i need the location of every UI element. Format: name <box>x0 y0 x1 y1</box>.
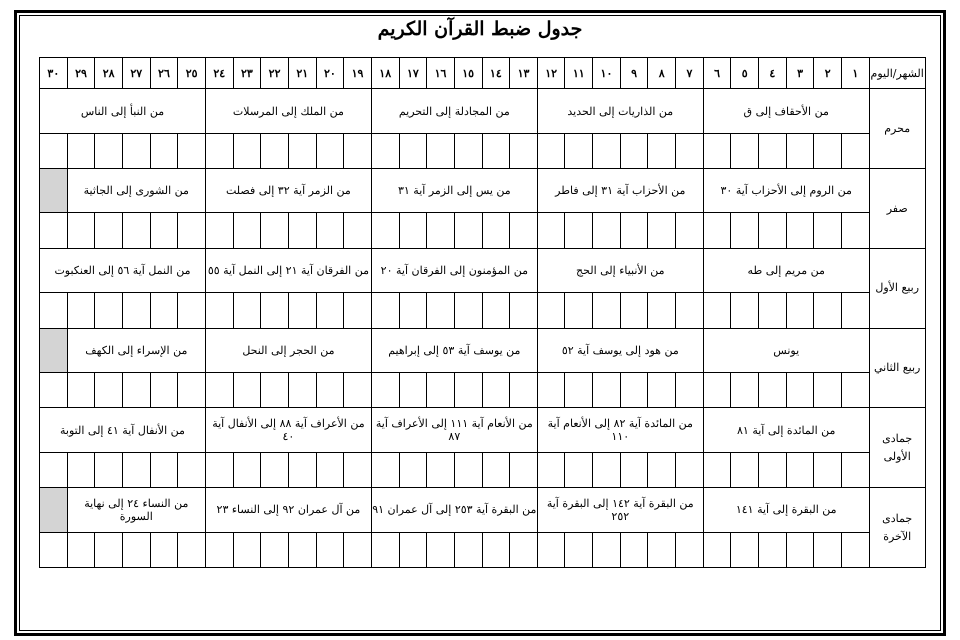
day-check-box[interactable] <box>786 532 814 567</box>
day-check-box[interactable] <box>759 373 787 408</box>
day-check-box[interactable] <box>122 133 150 168</box>
day-check-box[interactable] <box>565 373 593 408</box>
day-check-box[interactable] <box>565 293 593 328</box>
day-check-box[interactable] <box>344 532 372 567</box>
day-check-box[interactable] <box>399 373 427 408</box>
day-check-box[interactable] <box>205 133 233 168</box>
reading-segment: من البقرة آية ٢٥٣ إلى آل عمران ٩١ <box>371 488 537 532</box>
reading-segment: من الحجر إلى النحل <box>205 328 371 372</box>
check-boxes-row <box>40 133 926 168</box>
day-number: ٥ <box>731 58 759 89</box>
day-check-box[interactable] <box>648 133 676 168</box>
day-number: ١٦ <box>427 58 455 89</box>
day-check-box[interactable] <box>371 532 399 567</box>
reading-segment: من هود إلى يوسف آية ٥٢ <box>537 328 703 372</box>
day-check-box[interactable] <box>399 293 427 328</box>
day-number: ٢٦ <box>150 58 178 89</box>
day-check-box[interactable] <box>150 133 178 168</box>
day-check-box[interactable] <box>731 293 759 328</box>
day-check-box[interactable] <box>510 452 538 487</box>
day-check-box[interactable] <box>842 293 870 328</box>
day-check-box[interactable] <box>40 293 68 328</box>
reading-segment: من الأعراف آية ٨٨ إلى الأنفال آية ٤٠ <box>205 408 371 452</box>
day-check-box[interactable] <box>565 532 593 567</box>
day-check-box[interactable] <box>150 373 178 408</box>
day-check-box[interactable] <box>593 293 621 328</box>
day-check-box[interactable] <box>842 213 870 248</box>
day-check-box[interactable] <box>344 373 372 408</box>
day-number: ٢١ <box>288 58 316 89</box>
day-check-box[interactable] <box>537 213 565 248</box>
day-check-box[interactable] <box>537 452 565 487</box>
reading-segment: من المائدة آية ٨٢ إلى الأنعام آية ١١٠ <box>537 408 703 452</box>
day-check-box[interactable] <box>427 532 455 567</box>
day-check-box[interactable] <box>648 373 676 408</box>
day-check-box[interactable] <box>67 133 95 168</box>
day-check-box[interactable] <box>703 293 731 328</box>
day-check-box[interactable] <box>316 293 344 328</box>
day-check-box[interactable] <box>371 373 399 408</box>
day-check-box[interactable] <box>150 532 178 567</box>
day-check-box[interactable] <box>233 293 261 328</box>
day-check-box[interactable] <box>759 133 787 168</box>
day-check-box[interactable] <box>731 213 759 248</box>
day-check-box[interactable] <box>67 373 95 408</box>
month-name: ربيع الأول <box>869 248 925 328</box>
day-number: ١٩ <box>344 58 372 89</box>
day-check-box[interactable] <box>482 373 510 408</box>
day-check-box[interactable] <box>814 293 842 328</box>
day-check-box[interactable] <box>454 532 482 567</box>
day-check-box[interactable] <box>454 213 482 248</box>
day-check-box[interactable] <box>344 133 372 168</box>
day-check-box[interactable] <box>150 293 178 328</box>
day-number: ٢٨ <box>95 58 123 89</box>
day-check-box[interactable] <box>482 293 510 328</box>
day-check-box[interactable] <box>371 452 399 487</box>
day-check-box[interactable] <box>288 532 316 567</box>
day-check-box[interactable] <box>676 293 704 328</box>
day-check-box[interactable] <box>316 133 344 168</box>
day-check-box[interactable] <box>620 532 648 567</box>
day-number: ٢٩ <box>67 58 95 89</box>
month-segments-row <box>40 328 926 372</box>
reading-segment: من مريم إلى طه <box>703 248 869 292</box>
day-check-box[interactable] <box>842 532 870 567</box>
day-check-box[interactable] <box>205 373 233 408</box>
day-check-box[interactable] <box>648 293 676 328</box>
day-check-box[interactable] <box>288 293 316 328</box>
day-check-box[interactable] <box>703 452 731 487</box>
reading-segment: من الشورى إلى الجاثية <box>67 169 205 213</box>
reading-segment: من الإسراء إلى الكهف <box>67 328 205 372</box>
day-check-box[interactable] <box>288 373 316 408</box>
day-check-box[interactable] <box>676 213 704 248</box>
day-check-box[interactable] <box>676 133 704 168</box>
month-segments-row <box>40 488 926 532</box>
day-check-box[interactable] <box>233 532 261 567</box>
day-check-box[interactable] <box>731 133 759 168</box>
reading-segment: من يوسف آية ٥٣ إلى إبراهيم <box>371 328 537 372</box>
day-check-box[interactable] <box>676 532 704 567</box>
day-check-box[interactable] <box>67 293 95 328</box>
day-check-box[interactable] <box>67 532 95 567</box>
day-check-box[interactable] <box>233 373 261 408</box>
day-check-box[interactable] <box>95 373 123 408</box>
day-check-box[interactable] <box>786 452 814 487</box>
day-check-box[interactable] <box>205 532 233 567</box>
day-number: ١١ <box>565 58 593 89</box>
unused-day-cell <box>40 328 68 372</box>
day-check-box[interactable] <box>510 133 538 168</box>
day-check-box[interactable] <box>233 213 261 248</box>
reading-segment: يونس <box>703 328 869 372</box>
day-number: ١٥ <box>454 58 482 89</box>
day-check-box[interactable] <box>399 532 427 567</box>
day-check-box[interactable] <box>510 213 538 248</box>
day-check-box[interactable] <box>676 452 704 487</box>
reading-segment: من النمل آية ٥٦ إلى العنكبوت <box>40 248 206 292</box>
month-segments-row <box>40 248 926 292</box>
day-check-box[interactable] <box>842 133 870 168</box>
day-check-box[interactable] <box>205 452 233 487</box>
reading-segment: من الأنبياء إلى الحج <box>537 248 703 292</box>
reading-segment: من البقرة إلى آية ١٤١ <box>703 488 869 532</box>
day-check-box[interactable] <box>620 133 648 168</box>
day-check-box[interactable] <box>40 532 68 567</box>
day-check-box[interactable] <box>510 532 538 567</box>
day-number: ١ <box>842 58 870 89</box>
month-segments-row <box>40 89 926 133</box>
day-check-box[interactable] <box>344 213 372 248</box>
day-check-box[interactable] <box>40 373 68 408</box>
day-check-box[interactable] <box>842 452 870 487</box>
day-check-box[interactable] <box>122 213 150 248</box>
day-check-box[interactable] <box>537 532 565 567</box>
reading-segment: من الأنعام آية ١١١ إلى الأعراف آية ٨٧ <box>371 408 537 452</box>
day-check-box[interactable] <box>288 133 316 168</box>
day-check-box[interactable] <box>67 213 95 248</box>
reading-segment: من الملك إلى المرسلات <box>205 89 371 133</box>
day-number: ٨ <box>648 58 676 89</box>
day-check-box[interactable] <box>178 532 206 567</box>
day-number: ٢٢ <box>261 58 289 89</box>
day-check-box[interactable] <box>537 373 565 408</box>
day-number: ٢ <box>814 58 842 89</box>
reading-segment: من النبأ إلى الناس <box>40 89 206 133</box>
day-check-box[interactable] <box>371 293 399 328</box>
check-boxes-row <box>40 452 926 487</box>
reading-segment: من الأحزاب آية ٣١ إلى فاطر <box>537 169 703 213</box>
day-check-box[interactable] <box>620 213 648 248</box>
day-check-box[interactable] <box>454 452 482 487</box>
check-boxes-row <box>40 293 926 328</box>
day-number: ٣ <box>786 58 814 89</box>
day-check-box[interactable] <box>233 133 261 168</box>
day-check-box[interactable] <box>261 133 289 168</box>
day-check-box[interactable] <box>482 133 510 168</box>
day-check-box[interactable] <box>842 373 870 408</box>
day-check-box[interactable] <box>344 293 372 328</box>
day-check-box[interactable] <box>759 532 787 567</box>
reading-segment: من المجادلة إلى التحريم <box>371 89 537 133</box>
day-check-box[interactable] <box>759 293 787 328</box>
day-check-box[interactable] <box>261 532 289 567</box>
day-check-box[interactable] <box>95 532 123 567</box>
month-name: محرم <box>869 89 925 169</box>
day-check-box[interactable] <box>316 532 344 567</box>
day-check-box[interactable] <box>565 213 593 248</box>
day-number: ٢٣ <box>233 58 261 89</box>
day-check-box[interactable] <box>150 452 178 487</box>
day-check-box[interactable] <box>648 532 676 567</box>
day-number: ١٤ <box>482 58 510 89</box>
day-check-box[interactable] <box>95 452 123 487</box>
day-check-box[interactable] <box>454 133 482 168</box>
day-check-box[interactable] <box>95 213 123 248</box>
day-check-box[interactable] <box>261 452 289 487</box>
day-check-box[interactable] <box>122 532 150 567</box>
month-name: جمادى الأولى <box>869 408 925 488</box>
header-label: الشهر/اليوم <box>869 58 925 89</box>
month-name: صفر <box>869 169 925 249</box>
reading-segment: من الأحقاف إلى ق <box>703 89 869 133</box>
day-check-box[interactable] <box>676 373 704 408</box>
day-check-box[interactable] <box>427 452 455 487</box>
day-check-box[interactable] <box>759 452 787 487</box>
tracking-table <box>39 57 926 568</box>
day-check-box[interactable] <box>399 133 427 168</box>
reading-segment: من آل عمران ٩٢ إلى النساء ٢٣ <box>205 488 371 532</box>
day-check-box[interactable] <box>178 133 206 168</box>
day-check-box[interactable] <box>565 133 593 168</box>
day-check-box[interactable] <box>67 452 95 487</box>
day-check-box[interactable] <box>703 532 731 567</box>
day-check-box[interactable] <box>205 213 233 248</box>
day-check-box[interactable] <box>593 213 621 248</box>
day-check-box[interactable] <box>703 133 731 168</box>
day-check-box[interactable] <box>288 452 316 487</box>
day-check-box[interactable] <box>648 213 676 248</box>
day-check-box[interactable] <box>537 133 565 168</box>
day-check-box[interactable] <box>786 293 814 328</box>
day-number: ٤ <box>759 58 787 89</box>
day-check-box[interactable] <box>288 213 316 248</box>
day-check-box[interactable] <box>399 452 427 487</box>
day-check-box[interactable] <box>427 213 455 248</box>
day-check-box[interactable] <box>261 373 289 408</box>
day-number: ١٠ <box>593 58 621 89</box>
reading-segment: من الأنفال آية ٤١ إلى التوبة <box>40 408 206 452</box>
day-check-box[interactable] <box>482 452 510 487</box>
reading-segment: من الزمر آية ٣٢ إلى فصلت <box>205 169 371 213</box>
reading-segment: من البقرة آية ١٤٢ إلى البقرة آية ٢٥٢ <box>537 488 703 532</box>
day-check-box[interactable] <box>593 373 621 408</box>
day-check-box[interactable] <box>593 452 621 487</box>
day-check-box[interactable] <box>316 373 344 408</box>
day-number: ٩ <box>620 58 648 89</box>
day-check-box[interactable] <box>786 373 814 408</box>
header-row <box>40 58 926 89</box>
day-check-box[interactable] <box>814 452 842 487</box>
reading-segment: من النساء ٢٤ إلى نهاية السورة <box>67 488 205 532</box>
day-check-box[interactable] <box>593 532 621 567</box>
day-check-box[interactable] <box>178 293 206 328</box>
day-check-box[interactable] <box>454 373 482 408</box>
day-check-box[interactable] <box>261 293 289 328</box>
day-check-box[interactable] <box>759 213 787 248</box>
day-check-box[interactable] <box>178 452 206 487</box>
day-number: ٢٠ <box>316 58 344 89</box>
reading-segment: من المؤمنون إلى الفرقان آية ٢٠ <box>371 248 537 292</box>
reading-segment: من المائدة إلى آية ٨١ <box>703 408 869 452</box>
day-check-box[interactable] <box>178 213 206 248</box>
day-check-box[interactable] <box>482 213 510 248</box>
day-check-box[interactable] <box>95 133 123 168</box>
month-name: جمادى الآخرة <box>869 488 925 568</box>
day-check-box[interactable] <box>178 373 206 408</box>
day-check-box[interactable] <box>261 213 289 248</box>
check-boxes-row <box>40 373 926 408</box>
day-check-box[interactable] <box>814 373 842 408</box>
day-number: ١٢ <box>537 58 565 89</box>
day-check-box[interactable] <box>40 133 68 168</box>
day-check-box[interactable] <box>510 293 538 328</box>
day-check-box[interactable] <box>122 452 150 487</box>
day-check-box[interactable] <box>427 293 455 328</box>
day-check-box[interactable] <box>205 293 233 328</box>
check-boxes-row <box>40 213 926 248</box>
day-check-box[interactable] <box>786 133 814 168</box>
day-number: ١٣ <box>510 58 538 89</box>
day-check-box[interactable] <box>482 532 510 567</box>
day-check-box[interactable] <box>731 532 759 567</box>
day-number: ٣٠ <box>40 58 68 89</box>
day-check-box[interactable] <box>371 133 399 168</box>
day-number: ٢٥ <box>178 58 206 89</box>
day-check-box[interactable] <box>454 293 482 328</box>
day-number: ٢٤ <box>205 58 233 89</box>
day-check-box[interactable] <box>620 373 648 408</box>
month-segments-row <box>40 408 926 452</box>
day-check-box[interactable] <box>620 293 648 328</box>
check-boxes-row <box>40 532 926 567</box>
day-check-box[interactable] <box>814 133 842 168</box>
day-check-box[interactable] <box>95 293 123 328</box>
reading-segment: من يس إلى الزمر آية ٣١ <box>371 169 537 213</box>
unused-day-cell <box>40 488 68 532</box>
page-title: جدول ضبط القرآن الكريم <box>377 18 583 40</box>
day-check-box[interactable] <box>122 293 150 328</box>
day-check-box[interactable] <box>786 213 814 248</box>
day-check-box[interactable] <box>814 532 842 567</box>
day-check-box[interactable] <box>648 452 676 487</box>
day-check-box[interactable] <box>427 373 455 408</box>
month-name: ربيع الثاني <box>869 328 925 408</box>
day-check-box[interactable] <box>814 213 842 248</box>
reading-segment: من الروم إلى الأحزاب آية ٣٠ <box>703 169 869 213</box>
day-check-box[interactable] <box>537 293 565 328</box>
day-check-box[interactable] <box>510 373 538 408</box>
day-number: ٢٧ <box>122 58 150 89</box>
day-check-box[interactable] <box>703 373 731 408</box>
month-segments-row <box>40 169 926 213</box>
day-check-box[interactable] <box>427 133 455 168</box>
day-check-box[interactable] <box>122 373 150 408</box>
reading-segment: من الفرقان آية ٢١ إلى النمل آية ٥٥ <box>205 248 371 292</box>
day-check-box[interactable] <box>399 213 427 248</box>
day-check-box[interactable] <box>40 213 68 248</box>
day-check-box[interactable] <box>731 373 759 408</box>
day-number: ١٧ <box>399 58 427 89</box>
day-check-box[interactable] <box>150 213 178 248</box>
day-check-box[interactable] <box>233 452 261 487</box>
day-check-box[interactable] <box>316 452 344 487</box>
unused-day-cell <box>40 169 68 213</box>
day-number: ٦ <box>703 58 731 89</box>
day-check-box[interactable] <box>731 452 759 487</box>
day-check-box[interactable] <box>371 213 399 248</box>
day-check-box[interactable] <box>593 133 621 168</box>
day-check-box[interactable] <box>565 452 593 487</box>
day-check-box[interactable] <box>40 452 68 487</box>
day-check-box[interactable] <box>703 213 731 248</box>
day-check-box[interactable] <box>344 452 372 487</box>
day-check-box[interactable] <box>620 452 648 487</box>
day-number: ١٨ <box>371 58 399 89</box>
reading-segment: من الذاريات إلى الحديد <box>537 89 703 133</box>
day-check-box[interactable] <box>316 213 344 248</box>
day-number: ٧ <box>676 58 704 89</box>
